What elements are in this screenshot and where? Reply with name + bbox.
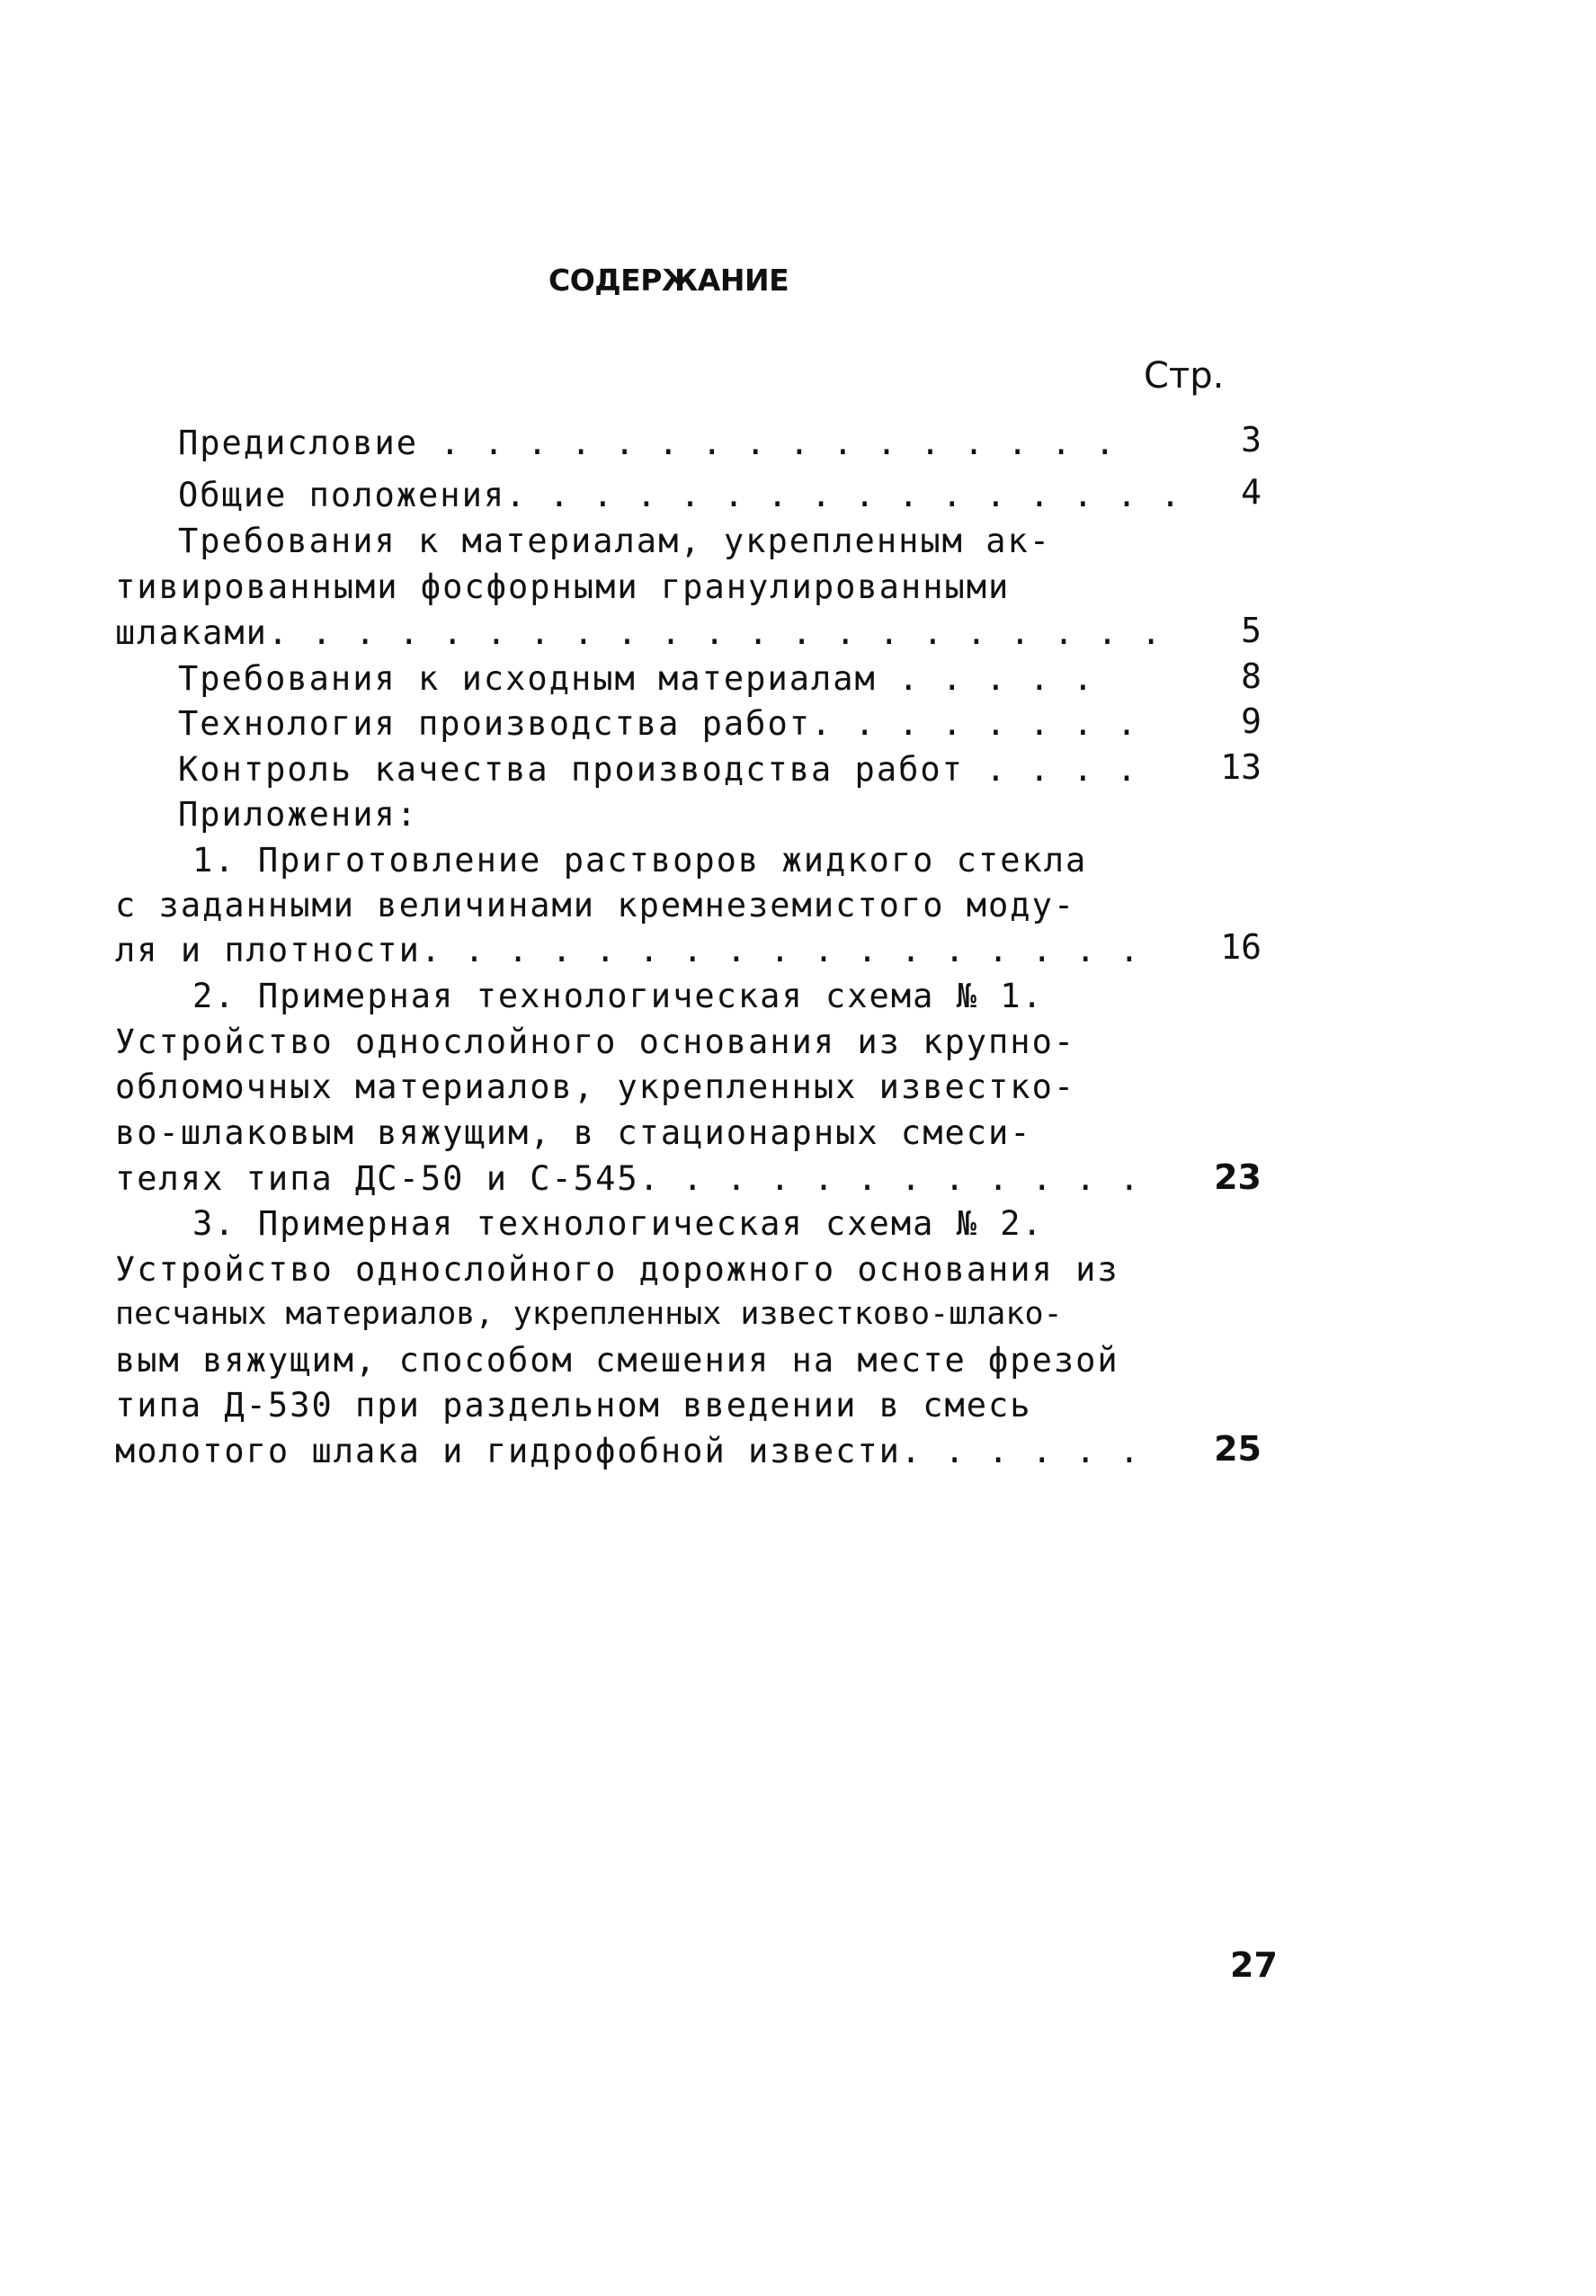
toc-entry-appendix-3-line: типа Д-530 при раздельном введении в смесь	[115, 1386, 1032, 1425]
toc-page-number: 4	[1241, 472, 1262, 512]
toc-entry-appendix-1-line: с заданными величинами кремнеземистого моду-	[115, 886, 1076, 925]
toc-page-number: 9	[1241, 701, 1262, 741]
toc-entry-appendix-1-line: 1. Приготовление растворов жидкого стекла	[192, 841, 1088, 880]
toc-entry-appendix-2-line: во-шлаковым вяжущим, в стационарных смеси-	[115, 1113, 1032, 1152]
page-column-header: Стр.	[1144, 355, 1225, 397]
toc-page-number: 8	[1241, 657, 1262, 696]
toc-entry-appendices: Приложения:	[178, 795, 419, 834]
page-title: СОДЕРЖАНИЕ	[548, 263, 789, 298]
toc-entry-materials-line: шлаками. . . . . . . . . . . . . . . . . . . . .	[115, 613, 1164, 652]
toc-entry-source-materials: Требования к исходным материалам . . . . .	[178, 659, 1095, 698]
toc-entry-quality-control: Контроль качества производства работ . . . .	[178, 750, 1139, 789]
toc-page-number: 5	[1241, 611, 1262, 650]
toc-entry-appendix-2-line: Устройство однослойного основания из крупно-	[115, 1023, 1076, 1061]
toc-entry-appendix-3-line: вым вяжущим, способом смешения на месте фрезой	[115, 1341, 1119, 1380]
toc-page-number: 3	[1241, 420, 1262, 460]
toc-entry-appendix-2-line: 2. Примерная технологическая схема № 1.	[192, 977, 1044, 1015]
toc-entry-appendix-3-line: песчаных материалов, укрепленных известково-шлако-	[115, 1296, 1063, 1332]
toc-entry-appendix-2-line: обломочных материалов, укрепленных известко-	[115, 1068, 1076, 1106]
toc-entry-appendix-3-line: Устройство однослойного дорожного основания из	[115, 1250, 1119, 1289]
toc-entry-foreword: Предисловие . . . . . . . . . . . . . . . .	[178, 424, 1117, 462]
toc-entry-technology: Технология производства работ. . . . . . . .	[178, 704, 1139, 743]
toc-page-number: 23	[1214, 1157, 1262, 1197]
toc-entry-appendix-3-line: молотого шлака и гидрофобной извести. . . . . .	[115, 1432, 1141, 1470]
toc-entry-appendix-3-line: 3. Примерная технологическая схема № 2.	[192, 1204, 1044, 1243]
page-number: 27	[1230, 1945, 1278, 1985]
toc-page-number: 25	[1214, 1429, 1262, 1469]
toc-entry-appendix-2-line: телях типа ДС-50 и С-545. . . . . . . . . . . .	[115, 1159, 1141, 1198]
toc-entry-appendix-1-line: ля и плотности. . . . . . . . . . . . . . . . .	[115, 931, 1141, 969]
toc-entry-materials-line: Требования к материалам, укрепленным ак-	[178, 522, 1052, 560]
toc-entry-general: Общие положения. . . . . . . . . . . . . . . .	[178, 476, 1182, 514]
toc-page-number: 13	[1220, 747, 1262, 787]
toc-page-number: 16	[1220, 927, 1262, 967]
toc-entry-materials-line: тивированными фосфорными гранулированными	[115, 567, 1011, 606]
